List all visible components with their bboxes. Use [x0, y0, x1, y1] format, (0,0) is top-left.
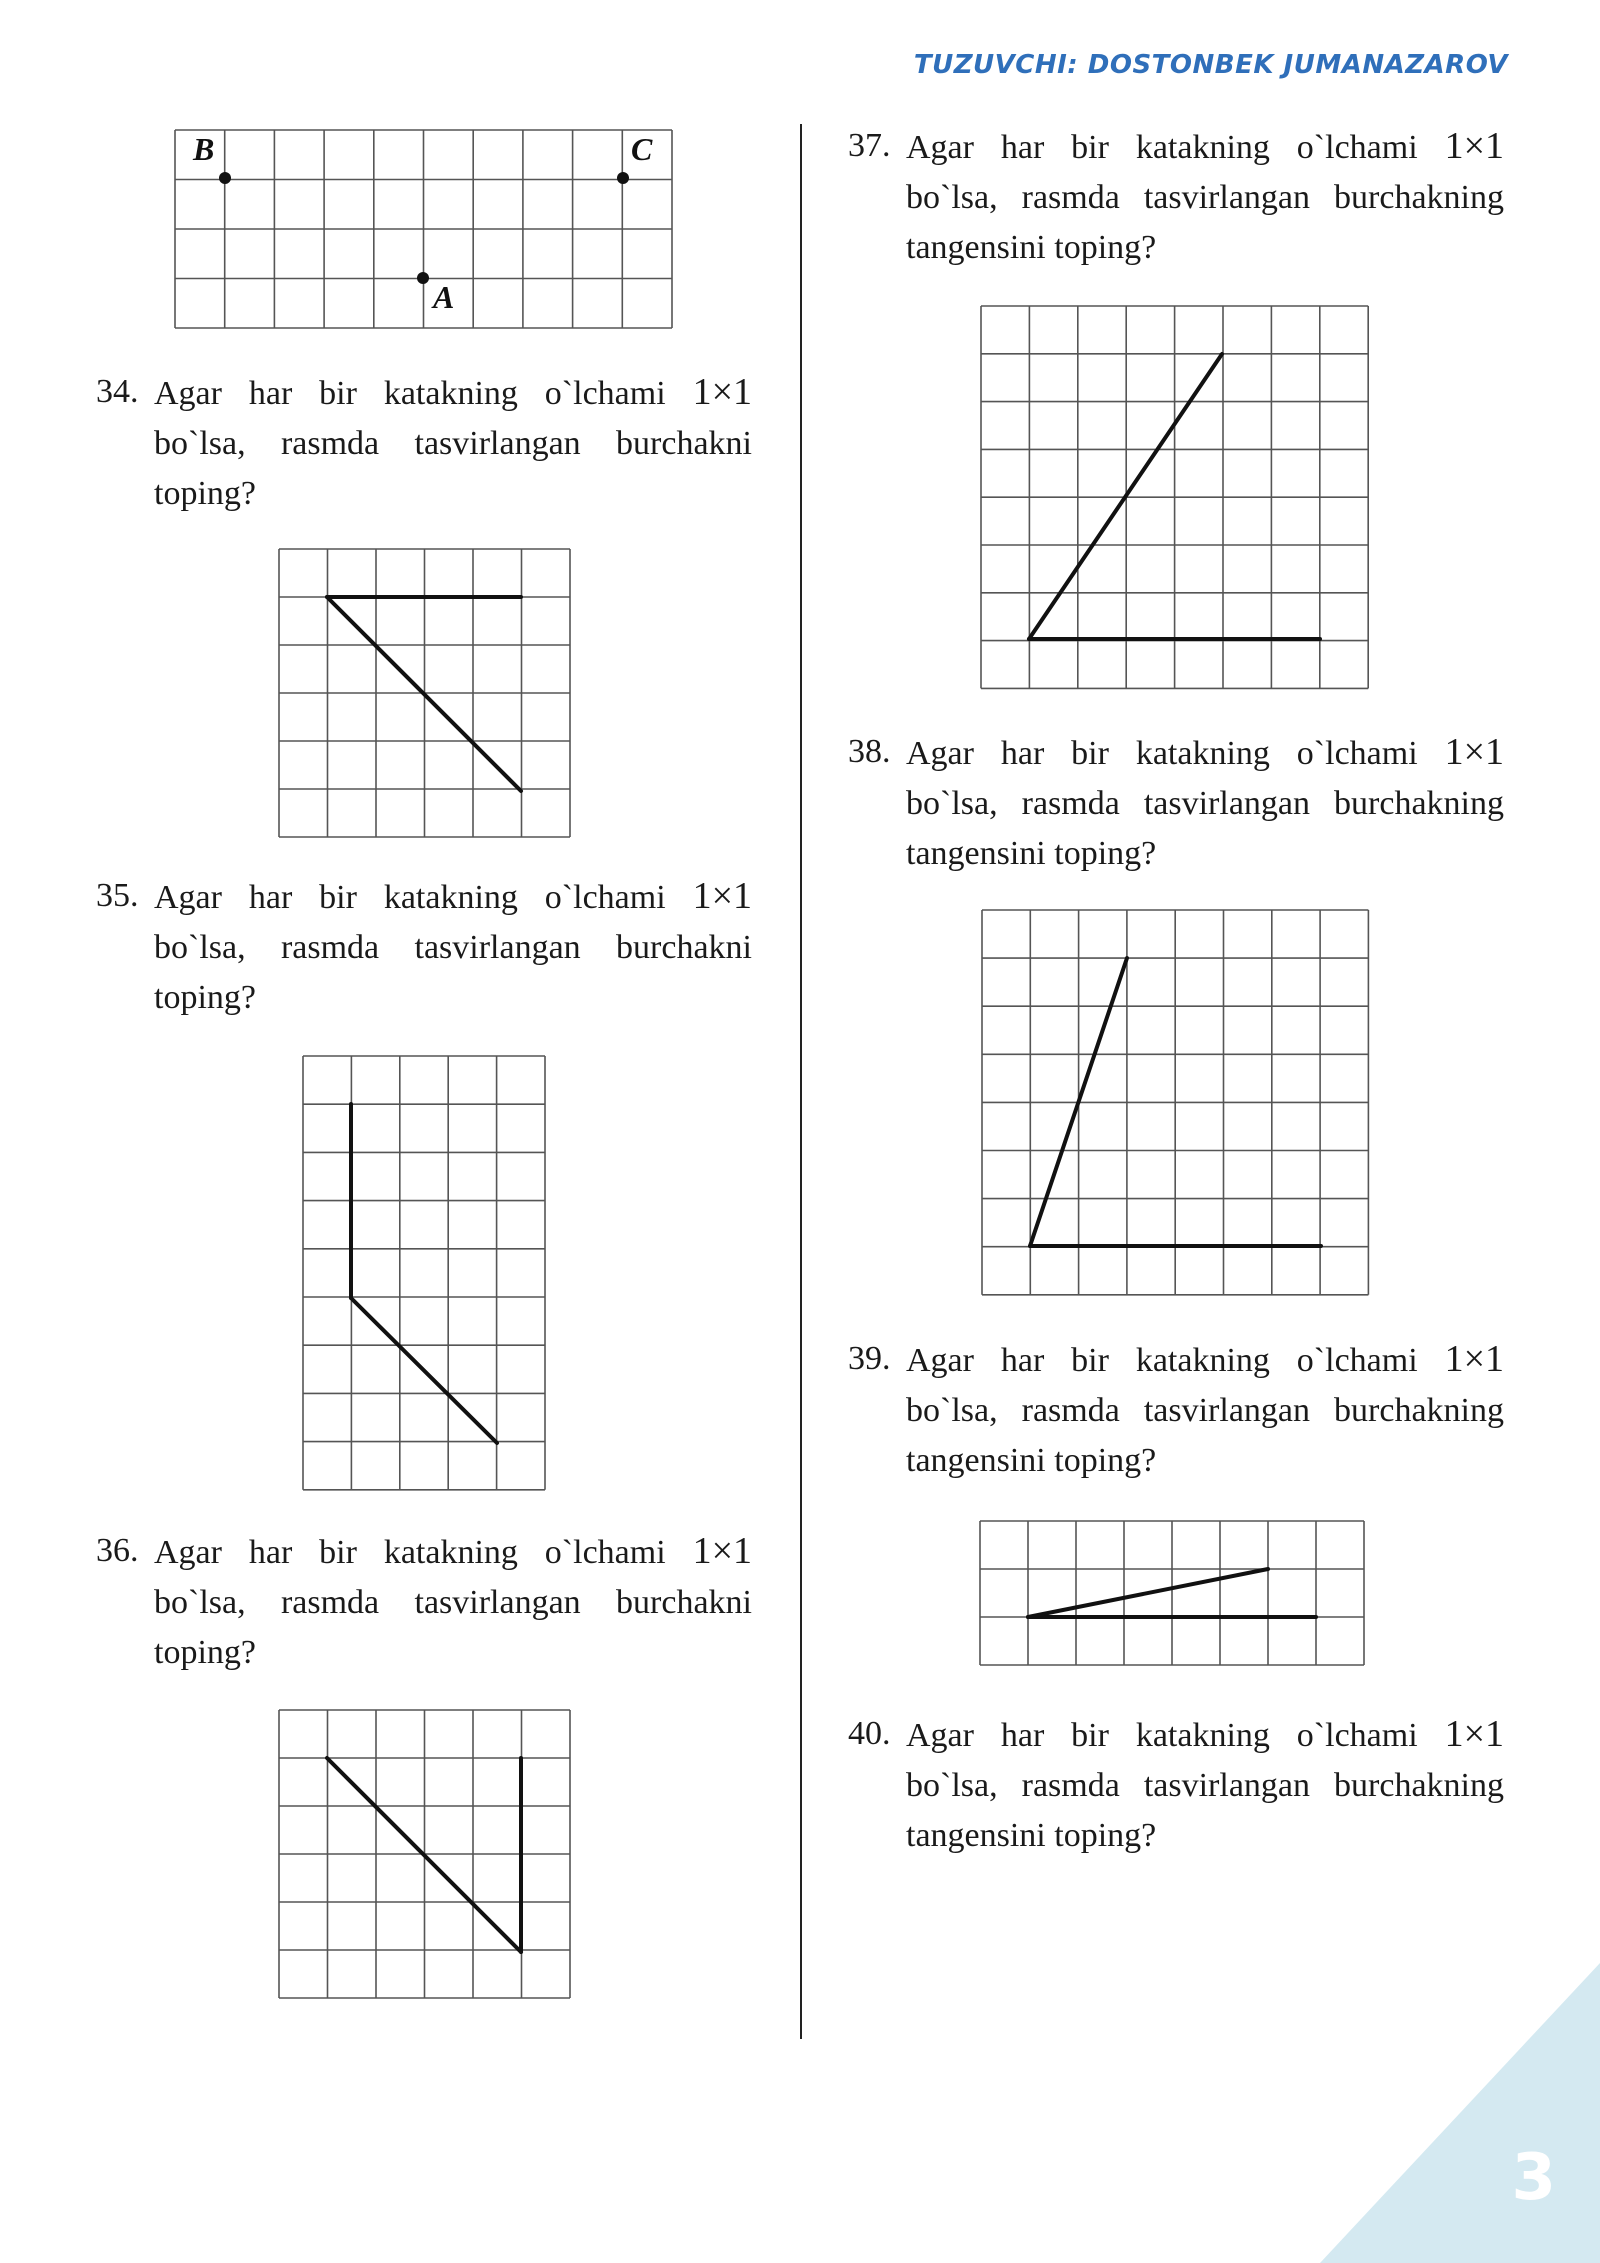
figure-35-grid — [303, 1056, 547, 1492]
problem-text: bo`lsa, rasmda tasvirlangan burchakni toping? — [154, 929, 752, 1016]
problem-38 — [848, 727, 1504, 879]
problem-text: bo`lsa, rasmda tasvirlangan burchakning tangensini toping? — [906, 179, 1504, 266]
cell-size: 1×1 — [692, 875, 752, 917]
problem-text: bo`lsa, rasmda tasvirlangan burchakni toping? — [154, 425, 752, 512]
label-b: B — [193, 131, 215, 167]
figure-33-grid — [175, 130, 675, 330]
problem-34 — [96, 367, 752, 519]
problem-39 — [848, 1334, 1504, 1486]
problem-37 — [848, 121, 1504, 273]
label-a: A — [433, 279, 455, 315]
point-a — [417, 272, 429, 284]
figure-34-grid — [279, 549, 571, 839]
problem-text: Agar har bir katakning o`lchami — [906, 735, 1445, 772]
problem-text: bo`lsa, rasmda tasvirlangan burchakning tangensini toping? — [906, 1392, 1504, 1479]
figure-38-grid — [982, 910, 1369, 1296]
problem-text: Agar har bir katakning o`lchami — [154, 375, 693, 412]
problem-number: 38. — [848, 733, 891, 770]
problem-text: Agar har bir katakning o`lchami — [154, 1534, 693, 1571]
problem-text: Agar har bir katakning o`lchami — [906, 1717, 1445, 1754]
problem-number: 40. — [848, 1715, 891, 1752]
angle-ray — [1028, 1569, 1268, 1617]
problem-35 — [96, 871, 752, 1023]
problem-text: Agar har bir katakning o`lchami — [906, 129, 1445, 166]
problem-number: 34. — [96, 373, 139, 410]
page-corner-triangle — [1320, 1963, 1600, 2263]
point-c — [617, 172, 629, 184]
problem-36 — [96, 1526, 752, 1678]
angle-ray — [351, 1298, 497, 1443]
problem-number: 39. — [848, 1340, 891, 1377]
author-header: TUZUVCHI: DOSTONBEK JUMANAZAROV — [913, 50, 1508, 80]
cell-size: 1×1 — [692, 371, 752, 413]
problem-number: 35. — [96, 877, 139, 914]
cell-size: 1×1 — [1444, 731, 1504, 773]
problem-40 — [848, 1709, 1504, 1861]
cell-size: 1×1 — [1444, 1338, 1504, 1380]
figure-36-grid — [279, 1710, 571, 2000]
figure-39-grid — [980, 1521, 1364, 1666]
problem-text: Agar har bir katakning o`lchami — [906, 1342, 1445, 1379]
column-divider — [800, 124, 802, 2039]
label-c: C — [631, 131, 653, 167]
problem-text: bo`lsa, rasmda tasvirlangan burchakning tangensini toping? — [906, 785, 1504, 872]
page-number: 3 — [1511, 2141, 1556, 2215]
problem-text: Agar har bir katakning o`lchami — [154, 879, 693, 916]
point-b — [219, 172, 231, 184]
cell-size: 1×1 — [1444, 1713, 1504, 1755]
problem-number: 37. — [848, 127, 891, 164]
cell-size: 1×1 — [1444, 125, 1504, 167]
problem-text: bo`lsa, rasmda tasvirlangan burchakni toping? — [154, 1584, 752, 1671]
figure-37-grid — [981, 306, 1369, 690]
cell-size: 1×1 — [692, 1530, 752, 1572]
problem-text: bo`lsa, rasmda tasvirlangan burchakning tangensini toping? — [906, 1767, 1504, 1854]
problem-number: 36. — [96, 1532, 139, 1569]
